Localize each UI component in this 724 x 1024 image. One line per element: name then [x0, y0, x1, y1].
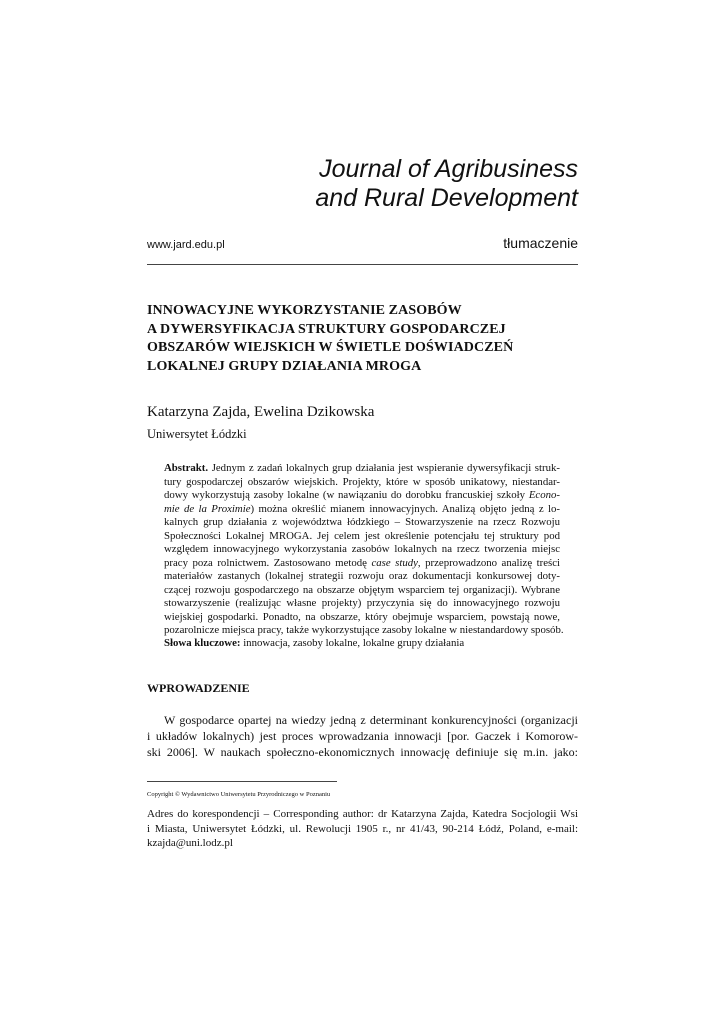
abstract-line: pozarolnicze miejsca pracy, także wykorzystujące zasoby lokalne w niestandardowy sposób. — [164, 624, 564, 636]
abstract-line — [164, 489, 560, 503]
body-line: W gospodarce opartej na wiedzy jedną z determinant konkurencyjności (organizacji — [164, 713, 578, 727]
address-line: Adres do korespondencji – Corresponding author: dr Katarzyna Zajda, Katedra Socjologii Wsi — [147, 808, 578, 820]
abstract-line: materiałów zastanych (lokalnej strategii rozwoju oraz dokumentacji konkursowej doty- — [164, 570, 560, 582]
abstract-text: pracy poza rolnictwem. Zastosowano metodę — [164, 556, 367, 569]
address-line: kzajda@uni.lodz.pl — [147, 837, 233, 849]
body-text — [147, 712, 578, 760]
copyright: Copyright © Wydawnictwo Uniwersytetu Przyrodniczego w Poznaniu — [147, 791, 331, 798]
abstract-line: tury gospodarczej obszarów wiejskich. Projekty, które w sposób unikatowy, niestandar- — [164, 475, 560, 488]
keywords — [164, 637, 464, 649]
abstract-line: Społeczności Lokalnej MROGA. Jej celem jest określenie potencjału tej struktury pod — [164, 529, 560, 542]
abstract-text: dowy wykorzystują zasoby lokalne (w nawiązaniu do dorobku francuskiej szkoły — [164, 489, 526, 501]
address-line: i Miasta, Uniwersytet Łódzki, ul. Rewolucji 1905 r., nr 41/43, 90-214 Łódź, Poland, e-mail: — [147, 822, 578, 835]
body-line: i układów lokalnych) jest proces wprowadzania innowacji [por. Gaczek i Komorow- — [147, 729, 578, 743]
abstract-line: względem innowacyjnego wykorzystania zasobów lokalnych na rzecz tworzenia miejsc — [164, 543, 560, 555]
article-title — [147, 302, 587, 376]
keywords-value: innowacja, zasoby lokalne, lokalne grupy działania — [243, 637, 465, 649]
abstract-italic: Econo- — [528, 489, 560, 501]
abstract-line: wiejskiej gospodarki. Ponadto, na obszarze, który obejmuje wsparciem, powstają nowe, — [164, 610, 560, 623]
header-rule — [147, 264, 578, 265]
title-line: OBSZARÓW WIEJSKICH W ŚWIETLE DOŚWIADCZEŃ — [147, 340, 514, 355]
correspondence-address — [147, 807, 578, 851]
journal-name-line2: and Rural Development — [315, 184, 578, 212]
abstract-text: Jednym z zadań lokalnych grup działania jest wspieranie dywersyfikacji struk- — [211, 462, 560, 474]
abstract-text: , przeprowadzono analizę treści — [417, 556, 560, 569]
abstract-line — [164, 462, 560, 476]
abstract-line: stowarzyszenie (realizując własne projekty) przyczynia się do innowacyjnego rozwoju — [164, 597, 560, 609]
title-line: A DYWERSYFIKACJA STRUKTURY GOSPODARCZEJ — [147, 321, 506, 337]
article-type: tłumaczenie — [503, 235, 578, 251]
affiliation: Uniwersytet Łódzki — [147, 427, 247, 441]
abstract-line — [164, 557, 560, 571]
section-heading: WPROWADZENIE — [147, 681, 250, 695]
journal-name-line1: Journal of Agribusiness — [319, 155, 578, 183]
title-line: LOKALNEJ GRUPY DZIAŁANIA MROGA — [147, 358, 422, 374]
title-line: INNOWACYJNE WYKORZYSTANIE ZASOBÓW — [147, 303, 462, 318]
footnote-rule — [147, 781, 337, 782]
abstract-line: kalnych grup działania z województwa łódzkiego – Stowarzyszenie na rzecz Rozwoju — [164, 516, 560, 528]
abstract — [164, 462, 564, 638]
abstract-italic: mie de la Proximie — [164, 502, 251, 515]
body-line: ski 2006]. W naukach społeczno-ekonomicznych innowację definiuje się m.in. jako: — [147, 745, 578, 759]
keywords-label: Słowa kluczowe: — [164, 637, 241, 649]
abstract-line — [164, 503, 560, 517]
abstract-italic: case study — [371, 556, 418, 569]
abstract-line: czącej rozwoju gospodarczego na obszarze objętym wsparciem tej organizacji). Wybrane — [164, 583, 560, 596]
abstract-text: ) można określić mianem innowacyjnych. Analizą objęto jedną z lo- — [250, 502, 560, 515]
abstract-label: Abstrakt. — [164, 462, 209, 474]
journal-url: www.jard.edu.pl — [147, 239, 225, 251]
authors: Katarzyna Zajda, Ewelina Dzikowska — [147, 404, 375, 420]
